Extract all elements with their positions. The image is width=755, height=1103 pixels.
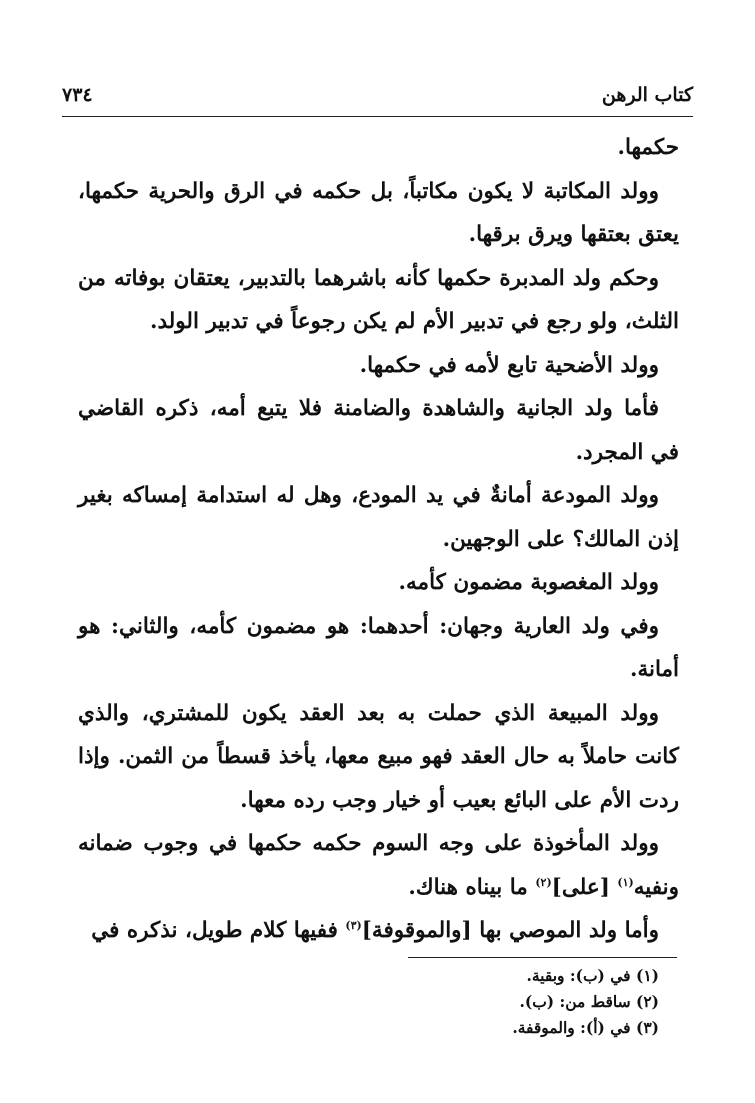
paragraph-10-text-a: وولد المأخوذة على وجه السوم حكمه حكمها في وجوب ضمانه ونفيه	[78, 831, 679, 900]
page-number: ٧٣٤	[62, 84, 93, 106]
paragraph-7: وولد المغصوبة مضمون كأمه.	[398, 570, 659, 595]
paragraph-11-text-b: ففيها كلام طويل، نذكره في	[91, 918, 346, 943]
footnote-ref-3: (٣)	[345, 918, 362, 932]
footnote-2: (٢) ساقط من: (ب).	[519, 992, 659, 1011]
paragraph-8: وفي ولد العارية وجهان: أحدهما: هو مضمون كأمه، والثاني: هو أمانة.	[78, 613, 679, 682]
footnote-rule	[408, 957, 677, 958]
paragraph-3: وحكم ولد المدبرة حكمها كأنه باشرهما بالتدبير، يعتقان بوفاته من الثلث، ولو رجع في تدبير الأم لم يكن رجوعاً في تدبير الولد.	[78, 265, 679, 334]
main-text	[78, 126, 679, 953]
paragraph-5: فأما ولد الجانية والشاهدة والضامنة فلا يتبع أمه، ذكره القاضي في المجرد.	[78, 396, 679, 465]
paragraph-4: وولد الأضحية تابع لأمه في حكمها.	[359, 352, 659, 378]
paragraph-1: حكمها.	[617, 135, 679, 160]
paragraph-10-text-c: ما بيناه هناك.	[408, 874, 536, 900]
footnote-ref-1: (١)	[617, 875, 634, 889]
paragraph-11-text-a: وأما ولد الموصي بها [والموقوفة]	[361, 918, 659, 943]
footnotes	[259, 963, 659, 1041]
footnote-1: (١) في (ب): وبقية.	[526, 966, 659, 985]
paragraph-11	[78, 909, 679, 953]
footnote-ref-2: (٢)	[535, 875, 552, 889]
book-title: كتاب الرهن	[601, 84, 693, 106]
paragraph-10-text-b: [على]	[551, 874, 618, 900]
header-rule	[62, 116, 693, 117]
paragraph-2: وولد المكاتبة لا يكون مكاتباً، بل حكمه في الرق والحرية حكمها، يعتق بعتقها ويرق برقها.	[78, 178, 679, 247]
paragraph-6: وولد المودعة أمانةٌ في يد المودع، وهل له استدامة إمساكه بغير إذن المالك؟ على الوجهين.	[78, 483, 679, 552]
paragraph-10	[78, 822, 679, 909]
paragraph-9: وولد المبيعة الذي حملت به بعد العقد يكون للمشتري، والذي كانت حاملاً به حال العقد فهو مبيع معها، يأخذ قسطاً من الثمن. وإذا ردت الأم على البائع بعيب أو خيار وجب رده معها.	[78, 700, 679, 813]
footnote-3: (٣) في (أ): والموقفة.	[512, 1018, 659, 1037]
running-header	[62, 80, 693, 114]
